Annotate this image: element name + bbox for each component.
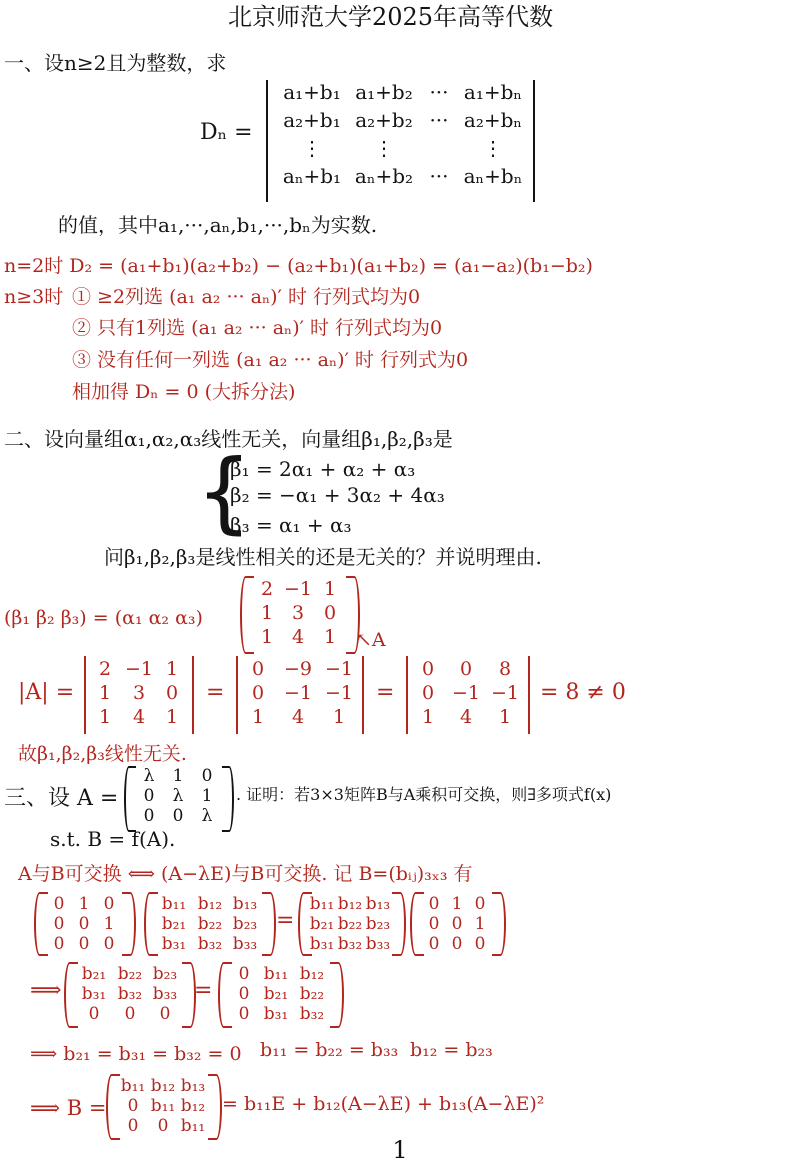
q3-N-right-paren — [122, 892, 136, 956]
q1-determinant — [276, 80, 528, 188]
matrix-cell: 0 — [238, 964, 250, 984]
matrix-cell: 0 — [127, 1116, 139, 1136]
matrix-cell: 1 — [260, 626, 274, 648]
matrix-cell: λ — [201, 806, 213, 826]
q3-intro: 三、设 A = — [4, 786, 119, 811]
matrix-cell: 3 — [132, 682, 146, 704]
q1-solution-n2: n=2时 D₂ = (a₁+b₁)(a₂+b₂) − (a₂+b₁)(a₁+b₂) = (a₁−a₂)(b₁−b₂) — [4, 255, 593, 277]
q1-solution-n3-label: n≥3时 — [4, 286, 64, 308]
q2-relation-lhs: (β₁ β₂ β₃) = (α₁ α₂ α₃) — [4, 607, 203, 629]
matrix-cell: b₂₂ — [117, 964, 143, 984]
q2-matrix-A — [252, 578, 346, 648]
matrix-cell: ··· — [429, 108, 449, 132]
q2-eq-1: β₁ = 2α₁ + α₂ + α₃ — [230, 457, 416, 481]
matrix-cell: −1 — [124, 658, 153, 680]
matrix-cell: 0 — [172, 806, 184, 826]
matrix-cell: b₃₃ — [365, 934, 391, 954]
matrix-cell: 0 — [474, 894, 486, 914]
q2-det-2 — [240, 658, 358, 728]
matrix-cell: 0 — [103, 894, 115, 914]
matrix-cell: 0 — [143, 806, 155, 826]
matrix-cell: b₁₂ — [197, 894, 223, 914]
q2-det1-right — [192, 656, 194, 734]
matrix-cell: 4 — [291, 706, 305, 728]
matrix-cell: 0 — [165, 682, 179, 704]
matrix-cell: b₁₃ — [180, 1076, 206, 1096]
matrix-cell: 1 — [498, 706, 512, 728]
q3-cond-3: b₁₂ = b₂₃ — [410, 1039, 493, 1061]
matrix-cell: 0 — [251, 658, 265, 680]
matrix-cell: 1 — [201, 786, 213, 806]
matrix-cell: b₃₁ — [309, 934, 335, 954]
q3-matrix-B-copy — [308, 894, 392, 954]
q3-statement: . 证明：若3×3矩阵B与A乘积可交换，则∃多项式f(x) — [236, 785, 612, 804]
matrix-cell: aₙ+bₙ — [463, 164, 523, 188]
matrix-cell: −1 — [283, 578, 312, 600]
matrix-cell: −1 — [324, 658, 353, 680]
matrix-cell: a₁+b₁ — [283, 80, 341, 104]
q1-conclusion: 相加得 Dₙ = 0 (大拆分法) — [72, 381, 296, 403]
q3-final-rhs: = b₁₁E + b₁₂(A−λE) + b₁₃(A−λE)² — [222, 1093, 545, 1115]
matrix-cell: b₂₂ — [337, 914, 363, 934]
q2-eq-3: β₃ = α₁ + α₃ — [230, 513, 352, 537]
matrix-cell: b₂₁ — [81, 964, 107, 984]
matrix-cell: 1 — [323, 626, 337, 648]
q2-arrow-A: ↖A — [356, 629, 386, 651]
matrix-cell: b₁₁ — [150, 1096, 176, 1116]
matrix-cell: ⋮ — [483, 136, 503, 160]
matrix-cell: b₃₁ — [263, 1004, 289, 1024]
matrix-cell: 0 — [53, 914, 65, 934]
q2-det-1 — [88, 658, 188, 728]
matrix-cell: 0 — [451, 934, 463, 954]
q2-absA-label: |A| = — [18, 680, 75, 705]
q2-conclusion: 故β₁,β₂,β₃线性无关. — [18, 743, 187, 765]
matrix-cell: 0 — [53, 934, 65, 954]
matrix-cell: b₂₁ — [263, 984, 289, 1004]
matrix-cell: b₁₁ — [120, 1076, 146, 1096]
q2-det-3 — [410, 658, 524, 728]
matrix-cell: b₁₃ — [232, 894, 258, 914]
matrix-cell: b₁₁ — [161, 894, 187, 914]
q3-matrix-NB — [76, 964, 182, 1024]
matrix-cell: b₂₁ — [161, 914, 187, 934]
matrix-cell: a₂+bₙ — [463, 108, 523, 132]
q1-tail: 的值，其中a₁,···,aₙ,b₁,···,bₙ为实数. — [58, 213, 378, 237]
matrix-cell: b₁₁ — [309, 894, 335, 914]
matrix-cell: 1 — [78, 894, 90, 914]
matrix-cell: −9 — [283, 658, 312, 680]
matrix-cell: 1 — [165, 658, 179, 680]
q3-matrix-BN — [230, 964, 330, 1024]
matrix-cell: 1 — [103, 914, 115, 934]
q1-intro: 一、设n≥2且为整数，求 — [4, 51, 227, 75]
matrix-cell: b₂₃ — [365, 914, 391, 934]
matrix-cell: b₂₂ — [197, 914, 223, 934]
matrix-cell: 0 — [428, 914, 440, 934]
q1-dn-label: Dₙ = — [200, 120, 253, 145]
q3-B-label: ⟹ B = — [30, 1096, 107, 1120]
q2-eq-sign-1: = — [206, 680, 225, 705]
matrix-cell: 0 — [428, 894, 440, 914]
matrix-cell: 0 — [238, 984, 250, 1004]
matrix-cell: a₂+b₂ — [355, 108, 413, 132]
matrix-cell: 0 — [53, 894, 65, 914]
matrix-cell: b₂₁ — [309, 914, 335, 934]
q3-implies-1: ⟹ — [30, 978, 62, 1003]
q3-matrix-B — [156, 894, 262, 954]
matrix-cell: 0 — [127, 1096, 139, 1116]
matrix-cell: 0 — [143, 786, 155, 806]
matrix-cell: 3 — [291, 602, 305, 624]
q2-det3-right — [528, 656, 530, 734]
q1-case-3: ③ 没有任何一列选 (a₁ a₂ ··· aₙ)′ 时 行列式为0 — [72, 349, 469, 371]
matrix-cell: b₃₂ — [337, 934, 363, 954]
q2-eq-2: β₂ = −α₁ + 3α₂ + 4α₃ — [230, 483, 445, 507]
q2-det2-right — [362, 656, 364, 734]
q3-B-right-paren — [262, 892, 276, 956]
q2-det3-left — [406, 656, 408, 734]
matrix-cell: λ — [143, 766, 155, 786]
matrix-cell: aₙ+b₁ — [282, 164, 342, 188]
matrix-cell: 0 — [238, 1004, 250, 1024]
matrix-cell: b₁₂ — [150, 1076, 176, 1096]
q2-brace: { — [196, 440, 252, 543]
matrix-cell: b₃₂ — [117, 984, 143, 1004]
q3-matrix-A — [134, 766, 222, 826]
matrix-cell: ··· — [429, 164, 449, 188]
matrix-cell: b₁₂ — [337, 894, 363, 914]
matrix-cell: −1 — [283, 682, 312, 704]
q2-eq-sign-2: = — [376, 680, 395, 705]
matrix-cell: 0 — [78, 914, 90, 934]
q3-matrix-N — [46, 894, 122, 954]
matrix-cell: ··· — [429, 80, 449, 104]
matrix-cell: 0 — [157, 1116, 169, 1136]
q3-st: s.t. B = f(A). — [50, 827, 176, 851]
matrix-cell: 1 — [251, 706, 265, 728]
matrix-cell: 1 — [323, 578, 337, 600]
matrix-cell: 1 — [172, 766, 184, 786]
matrix-cell: −1 — [490, 682, 519, 704]
q3-solution-line1: A与B可交换 ⟺ (A−λE)与B可交换. 记 B=(bᵢⱼ)₃ₓ₃ 有 — [18, 863, 473, 885]
matrix-cell: 0 — [459, 658, 473, 680]
q3-B2-right-paren — [392, 892, 406, 956]
q2-det1-left — [84, 656, 86, 734]
matrix-cell: 0 — [474, 934, 486, 954]
q1-det-left-bar — [266, 80, 268, 202]
matrix-cell: 1 — [98, 682, 112, 704]
matrix-cell: b₃₂ — [197, 934, 223, 954]
matrix-cell: b₃₃ — [232, 934, 258, 954]
matrix-cell: 0 — [88, 1004, 100, 1024]
q3-matA-right-paren — [222, 766, 234, 832]
matrix-cell: 0 — [251, 682, 265, 704]
q2-question: 问β₁,β₂,β₃是线性相关的还是无关的？并说明理由. — [104, 545, 542, 569]
matrix-cell: 0 — [451, 914, 463, 934]
q2-intro: 二、设向量组α₁,α₂,α₃线性无关，向量组β₁,β₂,β₃是 — [4, 427, 453, 451]
matrix-cell: 0 — [323, 602, 337, 624]
page-number: 1 — [392, 1136, 408, 1164]
matrix-cell: a₁+b₂ — [355, 80, 413, 104]
matrix-cell: 2 — [98, 658, 112, 680]
matrix-cell: a₁+bₙ — [463, 80, 523, 104]
matrix-cell: aₙ+b₂ — [354, 164, 414, 188]
matrix-cell: −1 — [324, 682, 353, 704]
matrix-cell: b₁₂ — [299, 964, 325, 984]
q1-case-2: ② 只有1列选 (a₁ a₂ ··· aₙ)′ 时 行列式均为0 — [72, 317, 443, 339]
matrix-cell: 4 — [132, 706, 146, 728]
matrix-cell: 1 — [332, 706, 346, 728]
matrix-cell: −1 — [451, 682, 480, 704]
q3-N2-right-paren — [492, 892, 506, 956]
q3-Bfinal-right-paren — [208, 1074, 222, 1140]
matrix-cell: 0 — [124, 1004, 136, 1024]
q1-det-right-bar — [533, 80, 535, 202]
q3-eq-sign-1: = — [276, 908, 295, 933]
q3-matrix-N-copy — [422, 894, 492, 954]
matrix-cell: 1 — [451, 894, 463, 914]
matrix-cell: 0 — [201, 766, 213, 786]
q3-BN-right-paren — [330, 962, 344, 1028]
page-title: 北京师范大学2025年高等代数 — [228, 3, 554, 31]
matrix-cell: 0 — [421, 682, 435, 704]
matrix-cell: b₂₃ — [232, 914, 258, 934]
matrix-cell: ⋮ — [302, 136, 322, 160]
matrix-cell: 0 — [159, 1004, 171, 1024]
matrix-cell: 1 — [474, 914, 486, 934]
matrix-cell: b₂₂ — [299, 984, 325, 1004]
matrix-cell: 0 — [428, 934, 440, 954]
matrix-cell — [420, 136, 458, 160]
matrix-cell: a₂+b₁ — [283, 108, 341, 132]
matrix-cell: b₃₁ — [81, 984, 107, 1004]
matrix-cell: 2 — [260, 578, 274, 600]
matrix-cell: 4 — [291, 626, 305, 648]
matrix-cell: b₁₃ — [365, 894, 391, 914]
matrix-cell: 8 — [498, 658, 512, 680]
matrix-cell: 0 — [103, 934, 115, 954]
matrix-cell: 0 — [78, 934, 90, 954]
matrix-cell: 0 — [421, 658, 435, 680]
matrix-cell: 1 — [165, 706, 179, 728]
matrix-cell: 1 — [98, 706, 112, 728]
q3-eq-sign-2: = — [194, 978, 213, 1003]
matrix-cell: λ — [172, 786, 184, 806]
q3-matrix-B-final — [118, 1076, 208, 1136]
matrix-cell: b₂₃ — [152, 964, 178, 984]
matrix-cell: b₁₂ — [180, 1096, 206, 1116]
matrix-cell: b₁₁ — [180, 1116, 206, 1136]
q3-cond-1: ⟹ b₂₁ = b₃₁ = b₃₂ = 0 — [30, 1043, 242, 1065]
q2-det2-left — [236, 656, 238, 734]
q3-cond-2: b₁₁ = b₂₂ = b₃₃ — [260, 1039, 399, 1061]
matrix-cell: b₃₁ — [161, 934, 187, 954]
matrix-cell: 4 — [459, 706, 473, 728]
q1-case-1: ① ≥2列选 (a₁ a₂ ··· aₙ)′ 时 行列式均为0 — [72, 286, 421, 308]
q2-result: = 8 ≠ 0 — [540, 680, 626, 705]
matrix-cell: ⋮ — [374, 136, 394, 160]
matrix-cell: b₁₁ — [263, 964, 289, 984]
matrix-cell: 1 — [421, 706, 435, 728]
matrix-cell: b₃₃ — [152, 984, 178, 1004]
matrix-cell: b₃₂ — [299, 1004, 325, 1024]
matrix-cell: 1 — [260, 602, 274, 624]
